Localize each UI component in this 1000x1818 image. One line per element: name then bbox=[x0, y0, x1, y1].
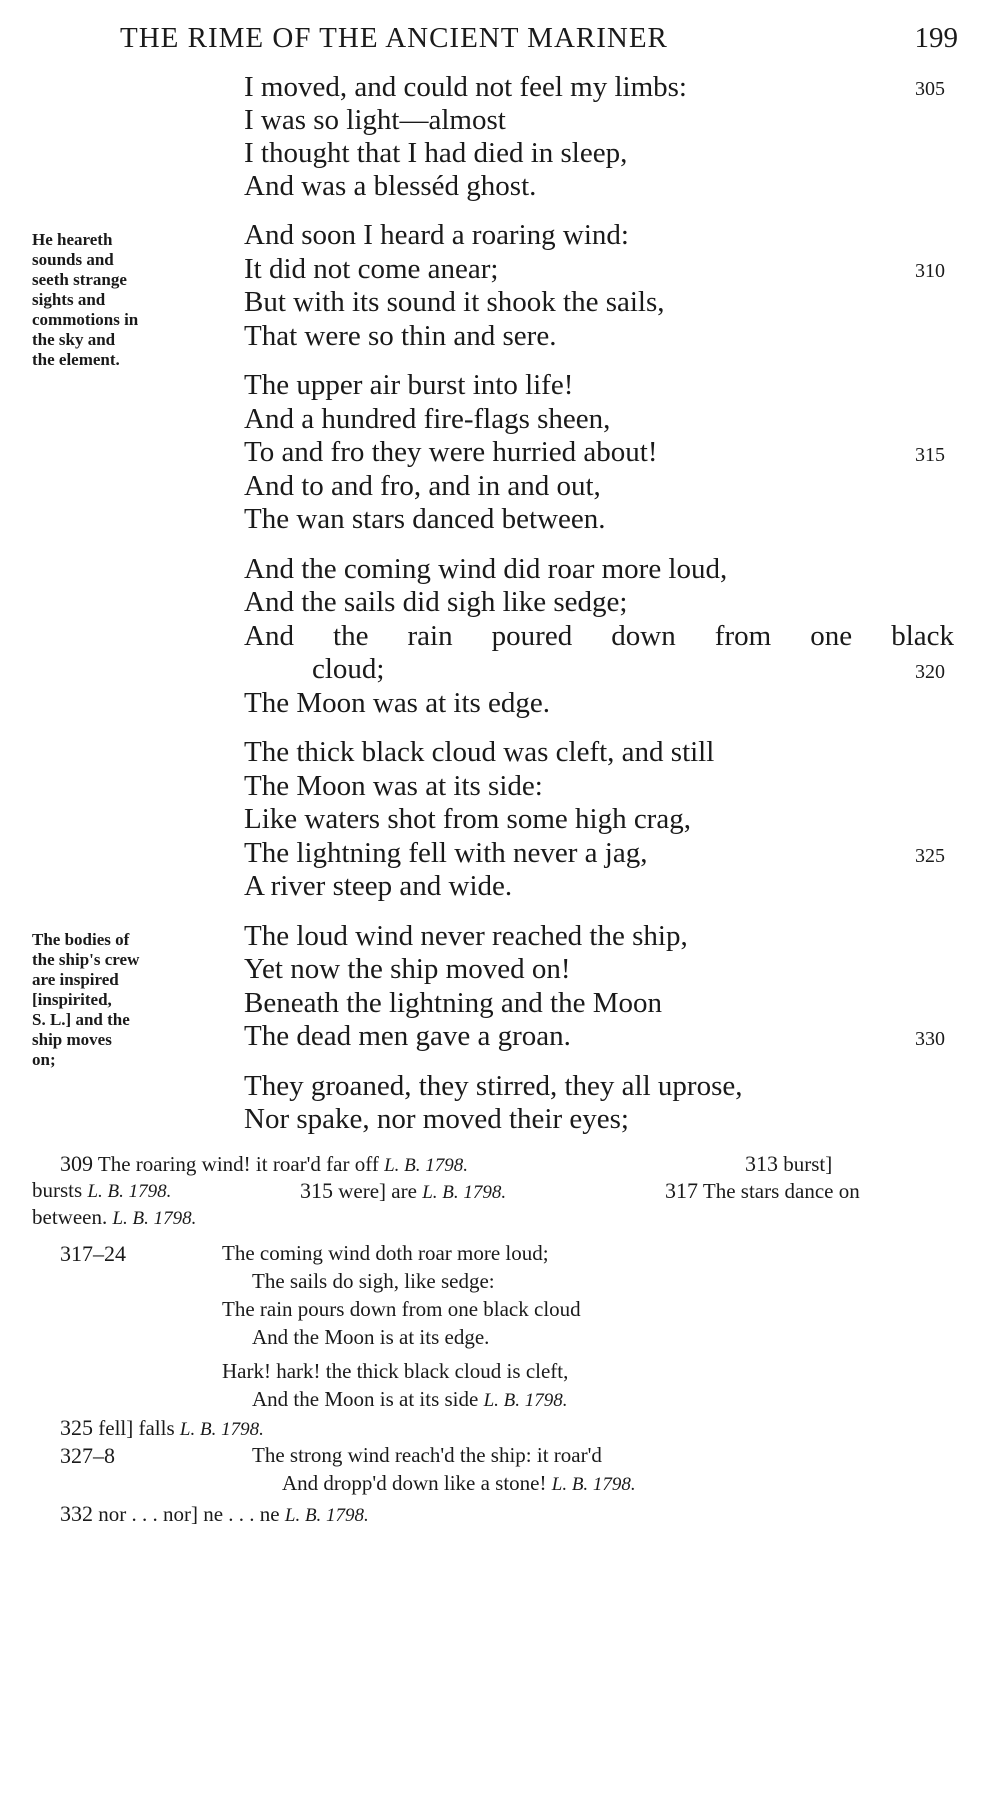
gloss-line: the ship's crew bbox=[32, 950, 140, 969]
poem-line: Nor spake, nor moved their eyes; bbox=[244, 1103, 629, 1135]
variant-text: And the Moon is at its side bbox=[252, 1387, 479, 1411]
poem-line: And the sails did sigh like sedge; bbox=[244, 586, 628, 618]
gloss-line: commotions in bbox=[32, 310, 139, 329]
gloss-line: on; bbox=[32, 1050, 56, 1069]
line-number: 320 bbox=[915, 661, 945, 683]
note-text: burst] bbox=[783, 1152, 833, 1176]
poem-line: And the coming wind did roar more loud, bbox=[244, 553, 728, 585]
note-number: 309 bbox=[60, 1151, 93, 1176]
line-number: 315 bbox=[915, 444, 945, 466]
page-number: 199 bbox=[914, 22, 958, 54]
variant-line: The rain pours down from one black cloud bbox=[222, 1297, 581, 1321]
gloss-line: S. L.] and the bbox=[32, 1010, 130, 1029]
edition-siglum: L. B. 1798. bbox=[384, 1155, 469, 1176]
note-number: 315 bbox=[300, 1178, 333, 1203]
note-313-cont bbox=[32, 1177, 171, 1205]
gloss-line: are inspired bbox=[32, 970, 119, 989]
poem-line: The thick black cloud was cleft, and still bbox=[244, 736, 715, 768]
poem-line: cloud; bbox=[312, 653, 385, 685]
margin-gloss bbox=[32, 230, 207, 370]
variant-line: The coming wind doth roar more loud; bbox=[222, 1241, 549, 1265]
variant-line-with-siglum bbox=[252, 1386, 568, 1414]
gloss-line: seeth strange bbox=[32, 270, 127, 289]
poem-line: It did not come anear; bbox=[244, 253, 499, 285]
note-332 bbox=[60, 1500, 369, 1529]
poem-line: That were so thin and sere. bbox=[244, 320, 557, 352]
page-header bbox=[0, 22, 1000, 62]
poem-line: Like waters shot from some high crag, bbox=[244, 803, 691, 835]
gloss-line: He heareth bbox=[32, 230, 113, 249]
variant-line: And the Moon is at its edge. bbox=[252, 1325, 490, 1349]
note-text: between. bbox=[32, 1205, 108, 1229]
poem-line: To and fro they were hurried about! bbox=[244, 436, 658, 468]
note-text: were] are bbox=[338, 1179, 417, 1203]
note-text: nor . . . nor] ne . . . ne bbox=[98, 1502, 280, 1526]
poem-line: And the rain poured down from one black bbox=[244, 620, 954, 652]
note-number bbox=[60, 1240, 126, 1268]
poem-line: I moved, and could not feel my limbs: bbox=[244, 71, 687, 103]
gloss-line: sights and bbox=[32, 290, 106, 309]
note-number: 313 bbox=[745, 1151, 778, 1176]
note-317-cont bbox=[32, 1204, 196, 1232]
poem-line: I thought that I had died in sleep, bbox=[244, 137, 628, 169]
gloss-line: The bodies of bbox=[32, 930, 130, 949]
note-number: 332 bbox=[60, 1501, 93, 1526]
poem-line: But with its sound it shook the sails, bbox=[244, 286, 665, 318]
poem-line: They groaned, they stirred, they all uprose, bbox=[244, 1070, 743, 1102]
note-text: fell] falls bbox=[98, 1416, 175, 1440]
note-number bbox=[60, 1442, 115, 1470]
note-313 bbox=[745, 1150, 832, 1178]
edition-siglum: L. B. 1798. bbox=[179, 1419, 264, 1440]
gloss-line: ship moves bbox=[32, 1030, 112, 1049]
note-number: 317 bbox=[665, 1178, 698, 1203]
margin-gloss bbox=[32, 930, 207, 1070]
variant-line: The strong wind reach'd the ship: it roar'd bbox=[252, 1443, 602, 1467]
gloss-line: [inspirited, bbox=[32, 990, 112, 1009]
poem-line: The lightning fell with never a jag, bbox=[244, 837, 648, 869]
note-text: The roaring wind! it roar'd far off bbox=[97, 1152, 379, 1176]
note-number-label: 327–8 bbox=[60, 1443, 115, 1468]
poem-line: The upper air burst into life! bbox=[244, 369, 574, 401]
poem-line: And to and fro, and in and out, bbox=[244, 470, 601, 502]
poem-line: The Moon was at its edge. bbox=[244, 687, 551, 719]
note-text: bursts bbox=[32, 1178, 83, 1202]
poem-line: I was so light—almost bbox=[244, 104, 506, 136]
variant-text: And dropp'd down like a stone! bbox=[282, 1471, 547, 1495]
poem-line: Yet now the ship moved on! bbox=[244, 953, 571, 985]
line-number: 330 bbox=[915, 1028, 945, 1050]
note-text: The stars dance on bbox=[702, 1179, 860, 1203]
gloss-line: sounds and bbox=[32, 250, 114, 269]
edition-siglum: L. B. 1798. bbox=[483, 1390, 568, 1411]
gloss-line: the element. bbox=[32, 350, 120, 369]
note-315 bbox=[300, 1177, 506, 1206]
note-number: 325 bbox=[60, 1415, 93, 1440]
running-title: THE RIME OF THE ANCIENT MARINER bbox=[120, 22, 668, 54]
poem-line: The Moon was at its side: bbox=[244, 770, 543, 802]
edition-siglum: L. B. 1798. bbox=[284, 1505, 369, 1526]
edition-siglum: L. B. 1798. bbox=[112, 1208, 197, 1229]
poem-line: The dead men gave a groan. bbox=[244, 1020, 571, 1052]
edition-siglum: L. B. 1798. bbox=[551, 1474, 636, 1495]
note-309 bbox=[60, 1150, 468, 1179]
note-325 bbox=[60, 1414, 264, 1443]
note-number-label: 317–24 bbox=[60, 1241, 126, 1266]
poem-line: Beneath the lightning and the Moon bbox=[244, 987, 663, 1019]
gloss-line: the sky and bbox=[32, 330, 116, 349]
variant-line: Hark! hark! the thick black cloud is cleft, bbox=[222, 1359, 569, 1383]
poem-line: A river steep and wide. bbox=[244, 870, 513, 902]
poem-line: And soon I heard a roaring wind: bbox=[244, 219, 629, 251]
poem-line: The loud wind never reached the ship, bbox=[244, 920, 688, 952]
line-number: 305 bbox=[915, 78, 945, 100]
edition-siglum: L. B. 1798. bbox=[87, 1181, 172, 1202]
note-317 bbox=[665, 1177, 860, 1205]
poem-line: The wan stars danced between. bbox=[244, 503, 606, 535]
poem-line: And a hundred fire-flags sheen, bbox=[244, 403, 611, 435]
variant-line-with-siglum bbox=[282, 1470, 636, 1498]
line-number: 310 bbox=[915, 260, 945, 282]
poem-line: And was a blesséd ghost. bbox=[244, 170, 537, 202]
edition-siglum: L. B. 1798. bbox=[422, 1182, 507, 1203]
line-number: 325 bbox=[915, 845, 945, 867]
variant-line: The sails do sigh, like sedge: bbox=[252, 1269, 495, 1293]
